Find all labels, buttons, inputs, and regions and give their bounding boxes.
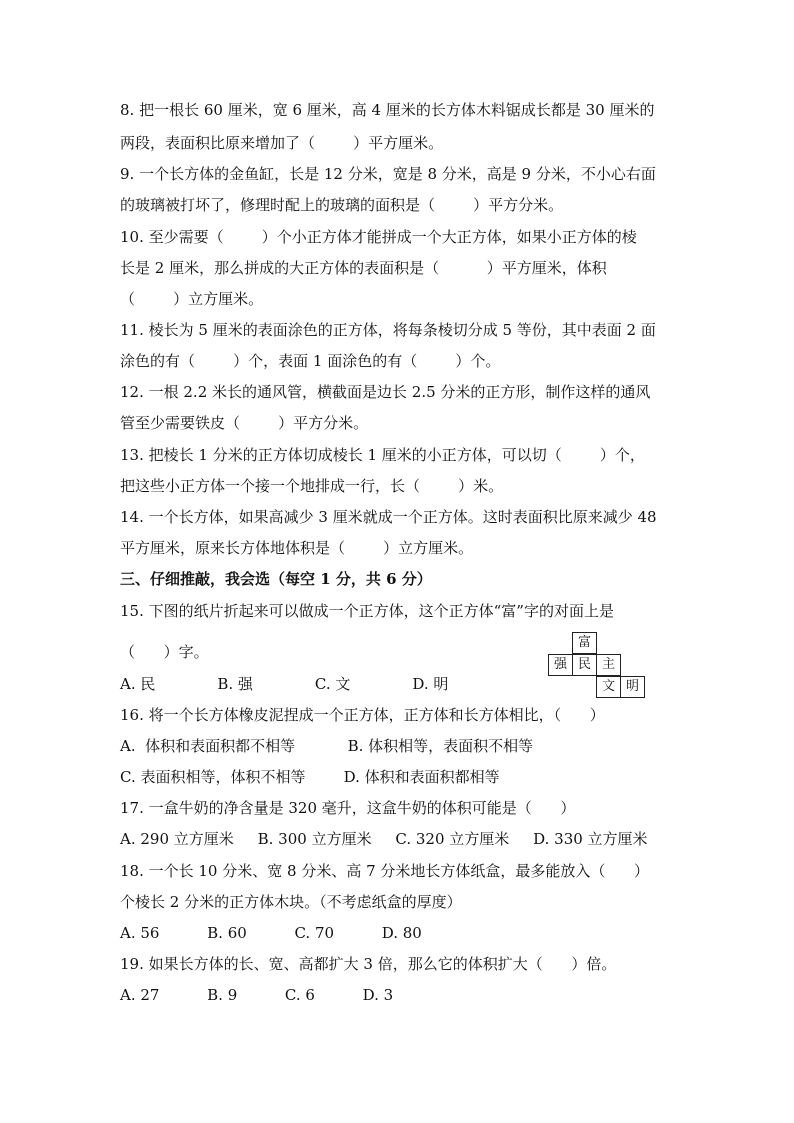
q10-line-3: （ ）立方厘米。	[120, 290, 264, 308]
q14-line-2: 平方厘米，原来长方体地体积是（ ）立方厘米。	[120, 539, 474, 557]
q11-line-1: 11. 棱长为 5 厘米的表面涂色的正方体，将每条棱切分成 5 等份，其中表面 2 面	[120, 321, 656, 339]
q12-line-1: 12. 一根 2.2 米长的通风管，横截面是边长 2.5 分米的正方形，制作这样的通风	[120, 383, 651, 401]
q8-line-1: 8. 把一根长 60 厘米，宽 6 厘米，高 4 厘米的长方体木料锯成长都是 30 厘米的	[120, 101, 655, 119]
net-cell-ming: 明	[620, 676, 645, 698]
q13-line-1: 13. 把棱长 1 分米的正方体切成棱长 1 厘米的小正方体，可以切（ ）个，	[120, 446, 645, 464]
q17-options: A. 290 立方厘米 B. 300 立方厘米 C. 320 立方厘米 D. 330 立方厘米	[120, 830, 648, 848]
q15-line-1: 15. 下图的纸片折起来可以做成一个正方体，这个正方体“富”字的对面上是	[120, 602, 614, 620]
q15-options: A. 民 B. 强 C. 文 D. 明	[120, 675, 449, 693]
q10-line-1: 10. 至少需要（ ）个小正方体才能拼成一个大正方体，如果小正方体的棱	[120, 228, 637, 246]
q11-line-2: 涂色的有（ ）个，表面 1 面涂色的有（ ）个。	[120, 352, 501, 370]
q17-line-1: 17. 一盒牛奶的净含量是 320 毫升，这盒牛奶的体积可能是（ ）	[120, 799, 576, 817]
q18-line-1: 18. 一个长 10 分米、宽 8 分米、高 7 分米地长方体纸盒，最多能放入（ ）	[120, 862, 650, 880]
net-cell-fu: 富	[572, 632, 597, 654]
q18-options: A. 56 B. 60 C. 70 D. 80	[120, 924, 422, 942]
q10-line-2: 长是 2 厘米，那么拼成的大正方体的表面积是（ ）平方厘米，体积	[120, 259, 607, 277]
cube-net-diagram	[548, 632, 646, 698]
q16-line-1: 16. 将一个长方体橡皮泥捏成一个正方体，正方体和长方体相比，（ ）	[120, 706, 605, 724]
q19-line-1: 19. 如果长方体的长、宽、高都扩大 3 倍，那么它的体积扩大（ ）倍。	[120, 955, 617, 973]
net-cell-zhu: 主	[596, 654, 621, 676]
section-3-heading: 三、仔细推敲，我会选（每空 1 分，共 6 分）	[120, 570, 432, 588]
q16-options-cd: C. 表面积相等，体积不相等 D. 体积和表面积都相等	[120, 768, 500, 786]
q9-line-2: 的玻璃被打坏了，修理时配上的玻璃的面积是（ ）平方分米。	[120, 196, 564, 214]
q13-line-2: 把这些小正方体一个接一个地排成一行，长（ ）米。	[120, 477, 504, 495]
q18-line-2: 个棱长 2 分米的正方体木块。（不考虑纸盒的厚度）	[120, 893, 462, 911]
q19-options: A. 27 B. 9 C. 6 D. 3	[120, 986, 394, 1004]
net-cell-qiang: 强	[548, 654, 573, 676]
q16-options-ab: A. 体积和表面积都不相等 B. 体积相等，表面积不相等	[120, 737, 534, 755]
q8-line-2: 两段，表面积比原来增加了（ ）平方厘米。	[120, 134, 444, 152]
q12-line-2: 管至少需要铁皮（ ）平方分米。	[120, 414, 369, 432]
q15-line-2: （ ）字。	[120, 643, 209, 661]
net-cell-min: 民	[572, 654, 597, 676]
net-cell-wen: 文	[596, 676, 621, 698]
q9-line-1: 9. 一个长方体的金鱼缸，长是 12 分米，宽是 8 分米，高是 9 分米，不小心右面	[120, 165, 656, 183]
q14-line-1: 14. 一个长方体，如果高减少 3 厘米就成一个正方体。这时表面积比原来减少 48	[120, 508, 657, 526]
